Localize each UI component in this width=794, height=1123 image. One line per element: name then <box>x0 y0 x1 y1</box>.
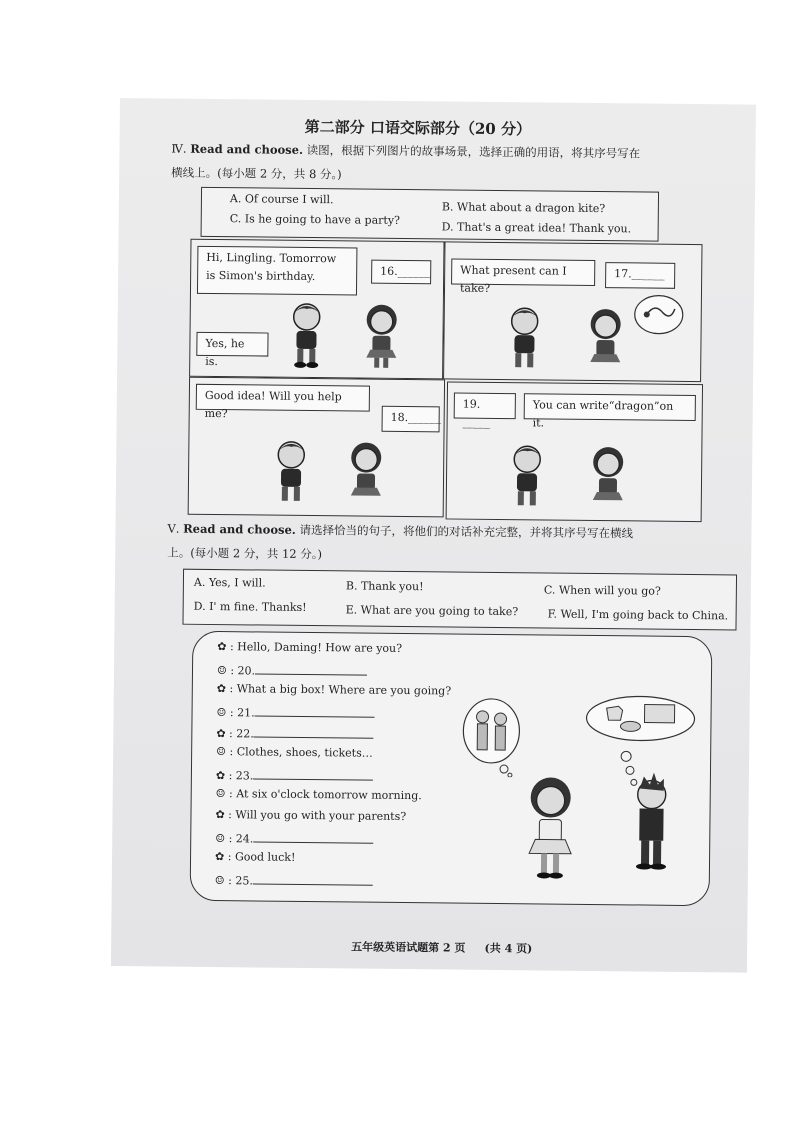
boy-icon <box>500 303 549 373</box>
option-5e: E. What are you going to take? <box>345 603 519 619</box>
option-5b: B. Thank you! <box>345 579 424 594</box>
boy-icon <box>282 299 331 369</box>
speaker-boy-icon: ☺ <box>214 874 225 888</box>
answer-blank-25[interactable] <box>253 871 373 885</box>
speaker-girl-icon: ✿ <box>217 640 227 654</box>
parents-thought-bubble-icon <box>460 697 523 778</box>
footer-page: 五年级英语试题第 2 页 <box>351 940 466 955</box>
dialogue-line-4[interactable]: ☺ : 21. <box>217 703 375 721</box>
section4-instruction <box>171 137 640 190</box>
girl-icon <box>343 437 390 509</box>
section5-instr2: 上。(每小题 2 分，共 12 分。) <box>167 545 323 562</box>
option-5c: C. When will you go? <box>543 583 661 598</box>
answer-blank-21[interactable] <box>255 703 375 717</box>
boy-icon <box>611 748 676 873</box>
girl-icon <box>582 304 629 376</box>
speech-bubble: What present can I take? <box>451 258 595 286</box>
dialogue-line-9: ✿ : Will you go with your parents? <box>215 808 407 824</box>
dialogue-box <box>190 631 713 906</box>
dialogue-line-8: ☺ : At six o'clock tomorrow morning. <box>215 787 422 803</box>
section4-instr2: 横线上。(每小题 2 分，共 8 分。) <box>171 165 342 182</box>
option-5d: D. I' m fine. Thanks! <box>193 599 307 614</box>
boy-icon <box>267 437 316 507</box>
dialogue-line-1: ✿ : Hello, Daming! How are you? <box>217 640 403 655</box>
option-4a: A. Of course I will. <box>229 192 334 207</box>
girl-icon <box>585 442 632 514</box>
dialogue-line-11: ✿ : Good luck! <box>214 850 296 864</box>
answer-blank-22[interactable] <box>254 724 374 738</box>
dialogue-line-7[interactable]: ✿ : 23. <box>216 766 374 784</box>
comic-panel-2 <box>443 241 702 382</box>
dialogue-line-6: ☺ : Clothes, shoes, tickets… <box>216 745 373 760</box>
girl-icon <box>515 773 586 884</box>
speaker-boy-icon: ☺ <box>216 706 227 720</box>
option-5a: A. Yes, I will. <box>193 575 266 590</box>
speaker-girl-icon: ✿ <box>215 769 226 783</box>
comic-panel-3 <box>188 377 445 518</box>
section4-instr1: 读图，根据下列图片的故事场景，选择正确的用语，将其序号写在 <box>306 142 641 161</box>
option-5f: F. Well, I'm going back to China. <box>547 607 729 623</box>
luggage-thought-bubble-icon <box>584 694 696 743</box>
section5-options-box <box>182 569 737 631</box>
answer-blank-17[interactable]: 17.______ <box>605 262 675 289</box>
answer-blank-24[interactable] <box>253 829 373 843</box>
option-4b: B. What about a dragon kite? <box>441 200 606 216</box>
dialogue-line-12[interactable]: ☺ : 25. <box>215 871 373 889</box>
comic-panel-1 <box>189 239 444 380</box>
speech-bubble: Yes, he is. <box>196 332 268 357</box>
speaker-girl-icon: ✿ <box>216 682 227 696</box>
speaker-girl-icon: ✿ <box>215 808 225 822</box>
dragon-kite-thought-icon <box>633 292 685 337</box>
section4-options-box <box>201 187 659 242</box>
comic-panel-4 <box>446 381 703 522</box>
answer-blank-16[interactable]: 16.______ <box>371 260 431 285</box>
girl-icon <box>358 300 405 372</box>
answer-blank-20[interactable] <box>255 661 367 675</box>
option-4c: C. Is he going to have a party? <box>229 212 401 227</box>
answer-blank-23[interactable] <box>253 766 373 780</box>
speech-bubble: Hi, Lingling. Tomorrow is Simon's birthday. <box>197 246 357 296</box>
speaker-boy-icon: ☺ <box>216 745 227 759</box>
dialogue-line-10[interactable]: ☺ : 24. <box>215 829 373 847</box>
speech-bubble: Good idea! Will you help me? <box>196 384 370 412</box>
page-footer <box>351 938 532 956</box>
section5-instr1: 请选择恰当的句子，将他们的对话补充完整，并将其序号写在横线 <box>299 522 634 541</box>
footer-total: (共 4 页) <box>484 941 533 956</box>
part-title: 第二部分 口语交际部分（20 分） <box>304 117 532 139</box>
dialogue-line-3: ✿ : What a big box! Where are you going? <box>216 682 452 698</box>
option-4d: D. That's a great idea! Thank you. <box>441 220 632 236</box>
section4-number: Ⅳ. <box>171 141 187 156</box>
speaker-boy-icon: ☺ <box>215 832 226 846</box>
speaker-boy-icon: ☺ <box>215 787 226 801</box>
answer-blank-18[interactable]: 18.______ <box>382 406 440 433</box>
dialogue-line-5[interactable]: ✿ : 22. <box>216 724 374 742</box>
speech-bubble: You can write“dragon”on it. <box>524 393 696 421</box>
speaker-boy-icon: ☺ <box>216 664 227 678</box>
exam-page <box>111 98 756 973</box>
section5-label: Read and choose. <box>183 521 296 537</box>
section4-label: Read and choose. <box>190 141 304 157</box>
speaker-girl-icon: ✿ <box>214 850 225 864</box>
section5-instruction <box>167 517 633 570</box>
section5-number: Ⅴ. <box>167 521 180 536</box>
speaker-girl-icon: ✿ <box>216 727 226 741</box>
answer-blank-19[interactable]: 19. _____ <box>454 393 516 420</box>
dialogue-line-2[interactable]: ☺ : 20. <box>217 661 367 679</box>
boy-icon <box>503 441 552 511</box>
